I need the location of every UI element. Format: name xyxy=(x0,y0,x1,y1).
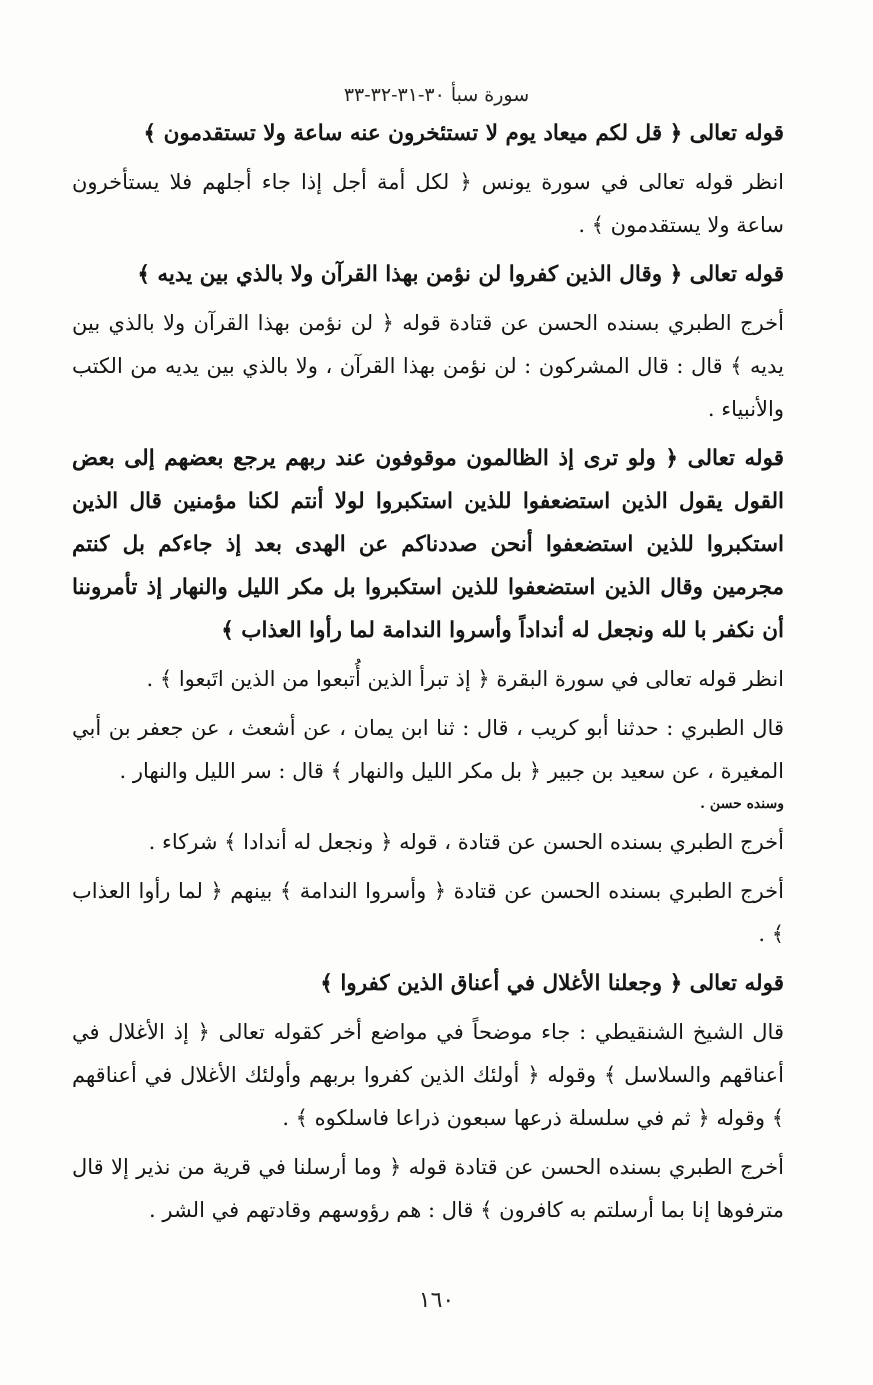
verse-heading-3: قوله تعالى ﴿ ولو ترى إذ الظالمون موقوفون عند ربهم يرجع بعضهم إلى بعض القول يقول الذين استضعفوا للذين استكبروا لولا أنتم لكنا مؤمنين قال الذين استكبروا للذين استضعفوا أنحن صددناكم عن الهدى بعد إذ جاءكم بل كنتم مجرمين وقال الذين استضعفوا للذين استكبروا بل مكر الليل والنهار إذ تأمروننا أن نكفر با لله ونجعل له أنداداً وأسروا الندامة لما رأوا العذاب ﴾ xyxy=(72,446,784,643)
page-number: ١٦٠ xyxy=(418,1288,455,1313)
verse-heading-1: قوله تعالى ﴿ قل لكم ميعاد يوم لا تستئخرون عنه ساعة ولا تستقدمون ﴾ xyxy=(143,121,784,146)
commentary-paragraph-7: قال الشيخ الشنقيطي : جاء موضحاً في مواضع أخر كقوله تعالى ﴿ إذ الأغلال في أعناقهم والسلاسل ﴾ وقوله ﴿ أولئك الذين كفروا بربهم وأولئك الأغلال في أعناقهم ﴾ وقوله ﴿ ثم في سلسلة ذرعها سبعون ذراعا فاسلكوه ﴾ . xyxy=(72,1020,784,1130)
commentary-paragraph-6: أخرج الطبري بسنده الحسن عن قتادة ﴿ وأسروا الندامة ﴾ بينهم ﴿ لما رأوا العذاب ﴾ . xyxy=(72,879,784,946)
verse-heading-4: قوله تعالى ﴿ وجعلنا الأغلال في أعناق الذين كفروا ﴾ xyxy=(320,971,784,996)
page-body xyxy=(72,112,784,1238)
commentary-paragraph-1: انظر قوله تعالى في سورة يونس ﴿ لكل أمة أجل إذا جاء أجلهم فلا يستأخرون ساعة ولا يستقدمون ﴾ . xyxy=(72,170,784,237)
commentary-paragraph-8: أخرج الطبري بسنده الحسن عن قتادة قوله ﴿ وما أرسلنا في قرية من نذير إلا قال مترفوها إنا بما أرسلتم به كافرون ﴾ قال : هم رؤوسهم وقادتهم في الشر . xyxy=(72,1155,784,1222)
commentary-paragraph-4: قال الطبري : حدثنا أبو كريب ، قال : ثنا ابن يمان ، عن أشعث ، عن جعفر بن أبي المغيرة ، عن سعيد بن جبير ﴿ بل مكر الليل والنهار ﴾ قال : سر الليل والنهار . xyxy=(72,716,784,783)
commentary-paragraph-2: أخرج الطبري بسنده الحسن عن قتادة قوله ﴿ لن نؤمن بهذا القرآن ولا بالذي بين يديه ﴾ قال : قال المشركون : لن نؤمن بهذا القرآن ، ولا بالذي بين يديه من الكتب والأنبياء . xyxy=(72,311,784,421)
verse-heading-2: قوله تعالى ﴿ وقال الذين كفروا لن نؤمن بهذا القرآن ولا بالذي بين يديه ﴾ xyxy=(137,262,784,287)
commentary-paragraph-5: أخرج الطبري بسنده الحسن عن قتادة ، قوله ﴿ ونجعل له أندادا ﴾ شركاء . xyxy=(148,830,784,854)
commentary-paragraph-3: انظر قوله تعالى في سورة البقرة ﴿ إذ تبرأ الذين أُتبعوا من الذين اتَبعوا ﴾ . xyxy=(146,667,784,691)
running-header: سورة سبأ ٣٠-٣١-٣٢-٣٣ xyxy=(343,84,530,106)
isnad-grading-note: وسنده حسن . xyxy=(700,796,784,812)
